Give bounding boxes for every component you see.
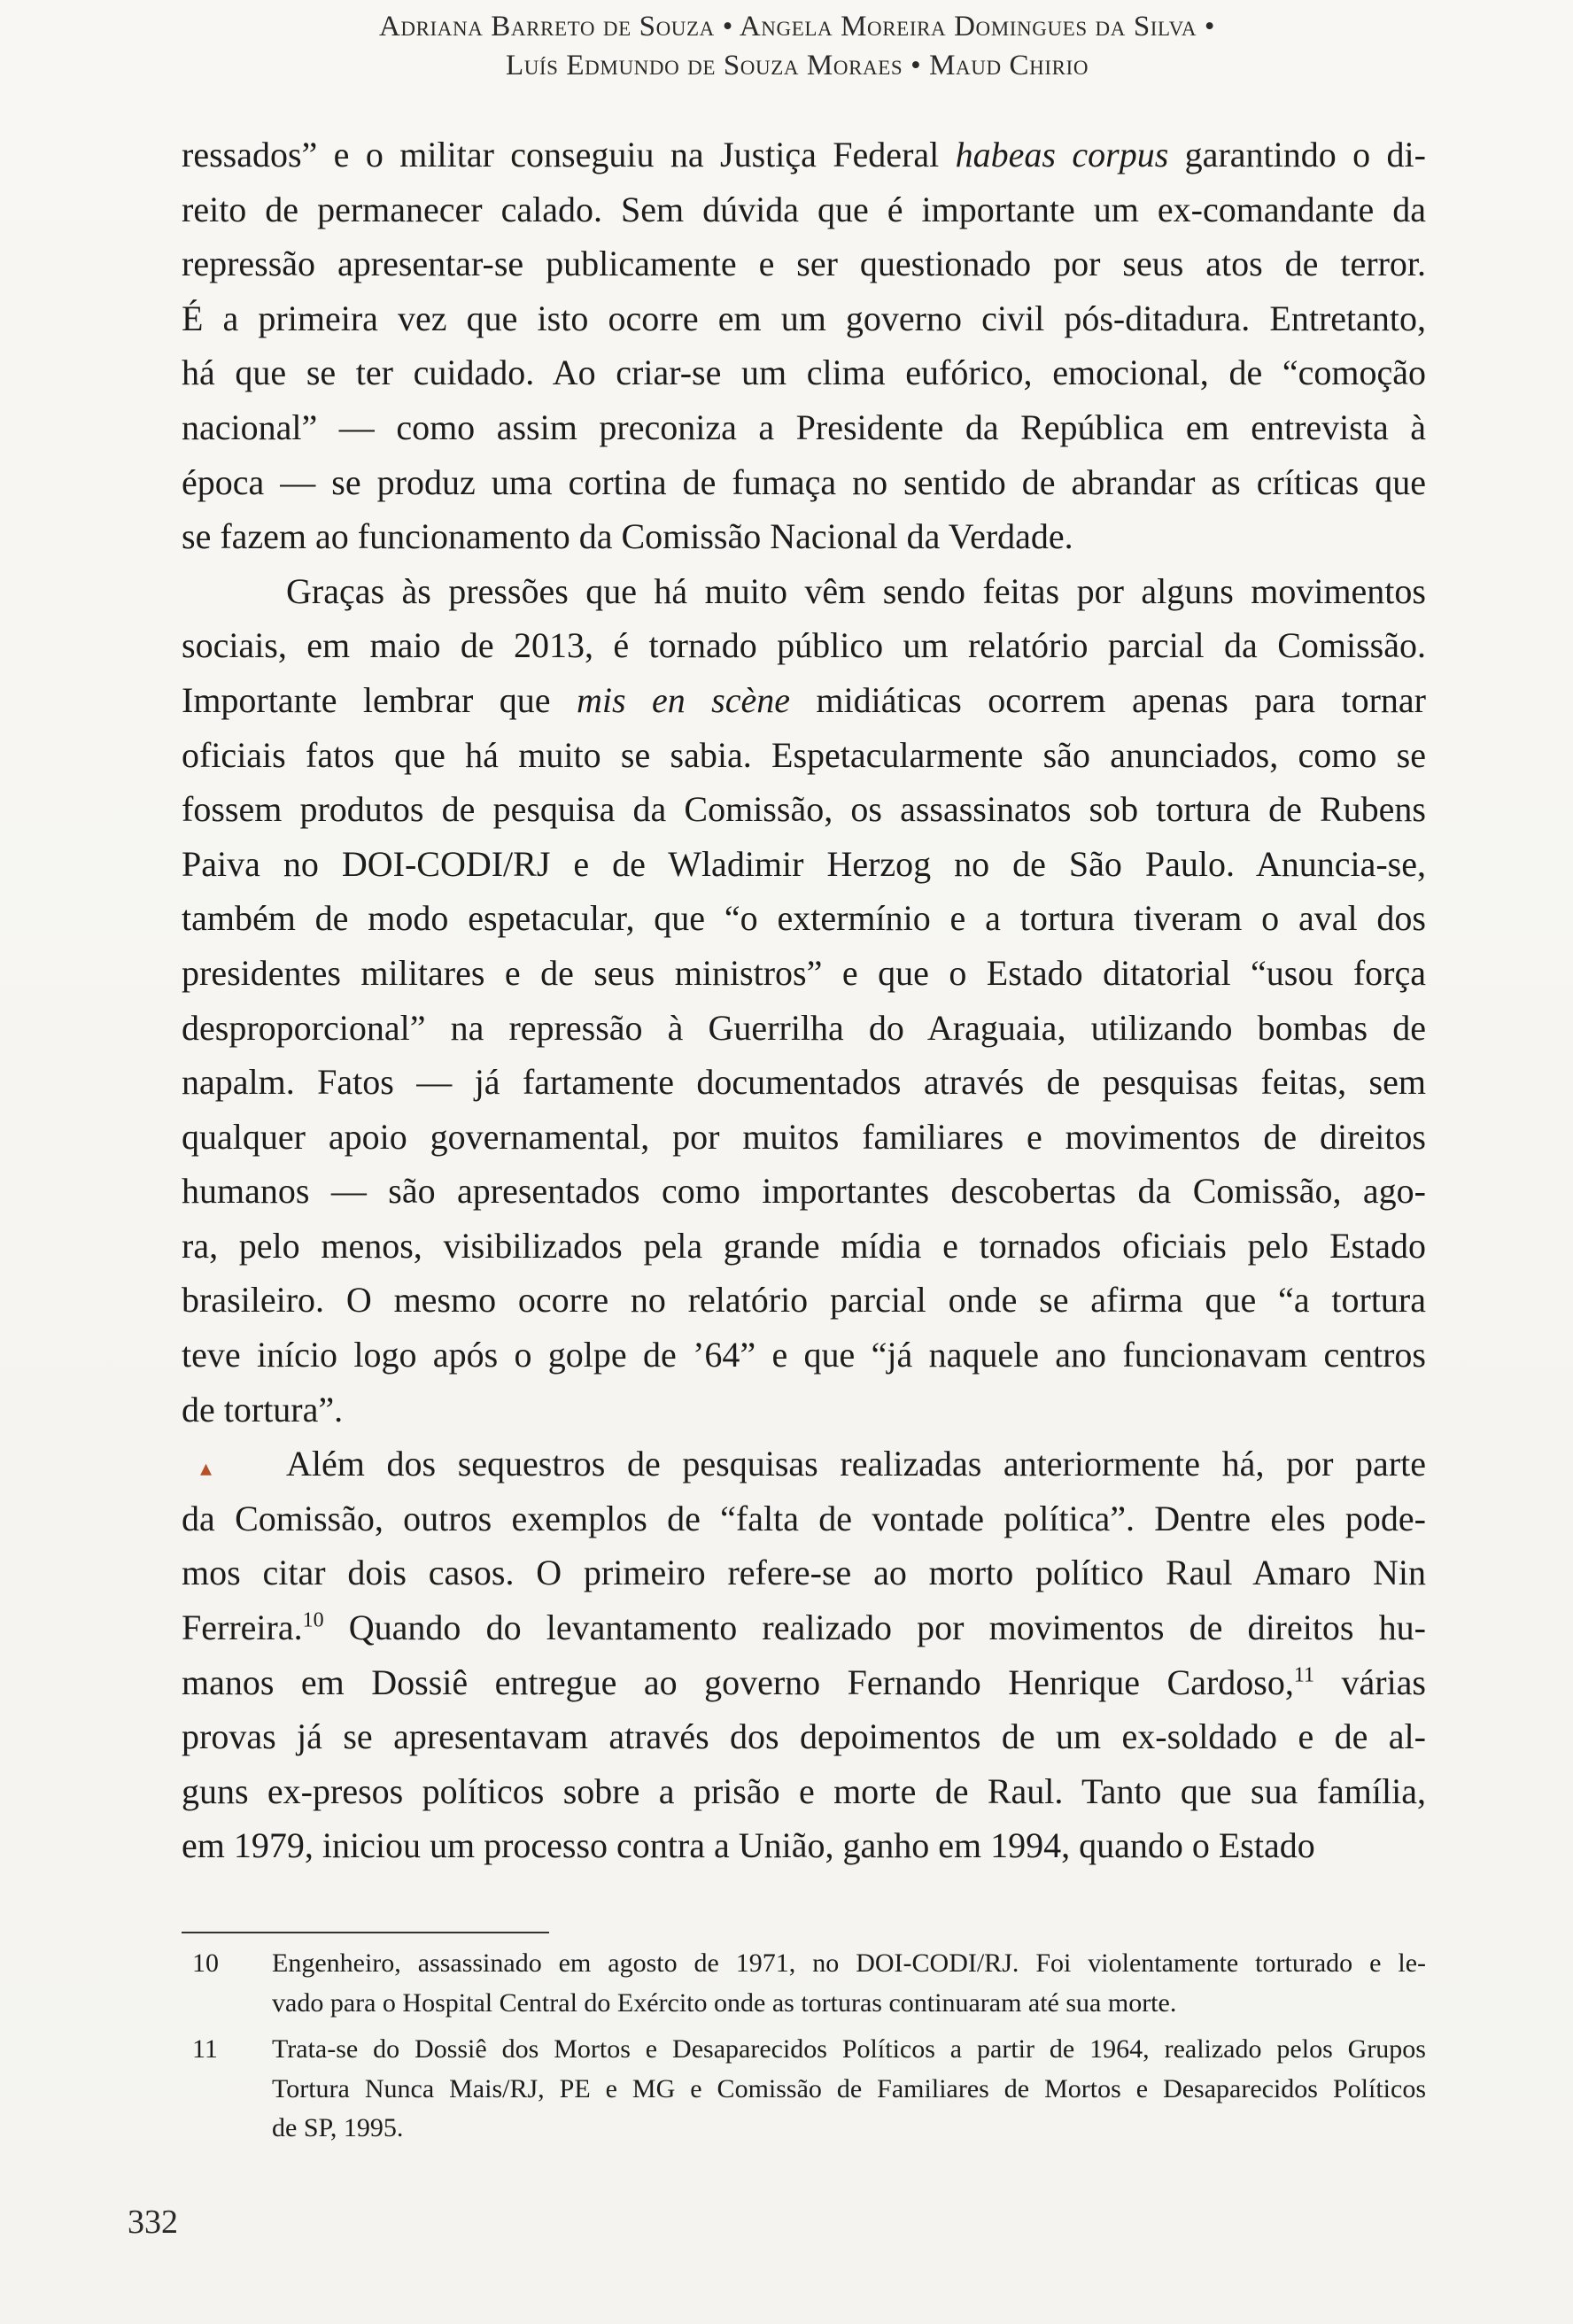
text-run: mos citar dois casos. O primeiro refere-se ao morto político Raul Amaro Nin [182, 1553, 1426, 1593]
text-line [182, 673, 1426, 728]
text-line [182, 1818, 1426, 1873]
footnote-reference: 11 [1293, 1663, 1314, 1687]
footnote-number: 11 [192, 2034, 218, 2064]
text-run: Importante lembrar que [182, 679, 577, 720]
text-line [182, 182, 1426, 237]
paragraph-3 [182, 1437, 1426, 1873]
paragraph-1 [182, 128, 1426, 564]
footnote-line: Trata-se do Dossiê dos Mortos e Desaparecidos Políticos a partir de 1964, realizado pelos Grupos [272, 2034, 1426, 2064]
footnote-reference: 10 [302, 1608, 324, 1632]
text-run: brasileiro. O mesmo ocorre no relatório parcial onde se afirma que “a tortura [182, 1280, 1426, 1321]
text-line [182, 1600, 1426, 1655]
text-run: presidentes militares e de seus ministros” e que o Estado ditatorial “usou força [182, 952, 1426, 993]
text-run: Quando do levantamento realizado por movimentos de direitos hu- [323, 1607, 1426, 1648]
text-line [182, 618, 1426, 673]
footnote-text [272, 2030, 1426, 2149]
text-line [182, 1437, 1426, 1491]
text-line [182, 1164, 1426, 1219]
paragraph-2 [182, 564, 1426, 1437]
text-run: Graças às pressões que há muito vêm sendo feitas por alguns movimentos [286, 570, 1426, 611]
text-run: ra, pelo menos, visibilizados pela grande mídia e tornados oficiais pelo Estado [182, 1225, 1426, 1266]
footnote-line: de SP, 1995. [272, 2113, 404, 2142]
text-run: humanos — são apresentados como importantes descobertas da Comissão, ago- [182, 1171, 1426, 1212]
text-line [182, 1655, 1426, 1710]
text-line [182, 128, 1426, 182]
text-line [182, 509, 1426, 564]
text-line [182, 455, 1426, 510]
footnote-number: 10 [192, 1948, 219, 1978]
italic-term: habeas corpus [955, 135, 1169, 174]
text-run: desproporcional” na repressão à Guerrilha do Araguaia, utilizando bombas de [182, 1007, 1426, 1048]
text-run: teve início logo após o golpe de ’64” e que “já naquele ano funcionavam centros [182, 1335, 1426, 1375]
footnote-rule [182, 1932, 549, 1933]
text-run: repressão apresentar-se publicamente e ser questionado por seus atos de terror. [182, 244, 1426, 284]
text-run: da Comissão, outros exemplos de “falta de vontade política”. Dentre eles pode- [182, 1498, 1426, 1538]
text-run: manos em Dossiê entregue ao governo Fernando Henrique Cardoso, [182, 1662, 1294, 1702]
text-run: qualquer apoio governamental, por muitos familiares e movimentos de direitos [182, 1116, 1426, 1157]
text-run: oficiais fatos que há muito se sabia. Espetacularmente são anunciados, como se [182, 734, 1426, 775]
text-run: época — se produz uma cortina de fumaça no sentido de abrandar as críticas que [182, 461, 1426, 502]
text-run: É a primeira vez que isto ocorre em um governo civil pós-ditadura. Entretanto, [182, 298, 1426, 338]
footnote-line: vado para o Hospital Central do Exército onde as torturas continuaram até sua morte. [272, 1987, 1177, 2018]
text-line [182, 400, 1426, 455]
running-head-authors-line1: Adriana Barreto de Souza • Angela Moreira Domingues da Silva • [378, 11, 1216, 43]
text-line [182, 891, 1426, 946]
text-run: fossem produtos de pesquisa da Comissão, os assassinatos sob tortura de Rubens [182, 789, 1426, 830]
text-run: de tortura”. [182, 1389, 344, 1429]
footnote-line: Engenheiro, assassinado em agosto de 1971, no DOI-CODI/RJ. Foi violentamente torturado e le- [272, 1948, 1426, 1978]
footnote-line: Tortura Nunca Mais/RJ, PE e MG e Comissão de Familiares de Mortos e Desaparecidos Políticos [272, 2073, 1426, 2103]
text-run: em 1979, iniciou um processo contra a União, ganho em 1994, quando o Estado [182, 1825, 1315, 1866]
text-run: sociais, em maio de 2013, é tornado público um relatório parcial da Comissão. [182, 625, 1426, 666]
body-text [182, 128, 1426, 1873]
text-run: ressados” e o militar conseguiu na Justiça Federal [182, 135, 956, 174]
text-run: reito de permanecer calado. Sem dúvida que é importante um ex-comandante da [182, 189, 1426, 229]
page-number: 332 [128, 2204, 178, 2241]
text-line [182, 1001, 1426, 1056]
footnote-11 [182, 2030, 1426, 2149]
text-run: há que se ter cuidado. Ao criar-se um clima eufórico, emocional, de “comoção [182, 352, 1426, 393]
text-line [182, 1383, 1426, 1437]
text-run: guns ex-presos políticos sobre a prisão e morte de Raul. Tanto que sua família, [182, 1770, 1426, 1811]
footnote-text [272, 1944, 1426, 2023]
footnote-10 [182, 1944, 1426, 2023]
text-line [182, 564, 1426, 619]
text-line [182, 1764, 1426, 1819]
text-line [182, 728, 1426, 783]
footnotes [182, 1944, 1426, 2156]
text-run: Além dos sequestros de pesquisas realizadas anteriormente há, por parte [286, 1444, 1426, 1484]
text-run: garantindo o di- [1168, 135, 1426, 174]
text-line [182, 782, 1426, 837]
text-run: provas já se apresentavam através dos depoimentos de um ex-soldado e de al- [182, 1716, 1426, 1757]
text-line [182, 1110, 1426, 1165]
ink-mark: ▴ [200, 1455, 213, 1481]
text-run: várias [1314, 1662, 1427, 1702]
text-run: midiáticas ocorrem apenas para tornar [789, 679, 1426, 720]
running-head-authors-line2: Luís Edmundo de Souza Moraes • Maud Chirio [505, 50, 1089, 81]
text-line [182, 1709, 1426, 1764]
text-line [182, 291, 1426, 346]
text-run: napalm. Fatos — já fartamente documentados através de pesquisas feitas, sem [182, 1062, 1426, 1103]
text-run: Ferreira. [182, 1607, 303, 1648]
text-line [182, 236, 1426, 291]
text-line [182, 1545, 1426, 1600]
text-run: também de modo espetacular, que “o extermínio e a tortura tiveram o aval dos [182, 898, 1426, 939]
text-run: Paiva no DOI-CODI/RJ e de Wladimir Herzog no de São Paulo. Anuncia-se, [182, 843, 1426, 884]
text-run: nacional” — como assim preconiza a Presidente da República em entrevista à [182, 407, 1426, 447]
text-line [182, 946, 1426, 1001]
italic-term: mis en scène [576, 679, 790, 720]
text-line [182, 1055, 1426, 1110]
text-line [182, 345, 1426, 400]
text-line [182, 1219, 1426, 1274]
text-line [182, 1491, 1426, 1546]
text-run: se fazem ao funcionamento da Comissão Nacional da Verdade. [182, 516, 1073, 557]
text-line [182, 1273, 1426, 1328]
text-line [182, 1328, 1426, 1383]
text-line [182, 837, 1426, 892]
